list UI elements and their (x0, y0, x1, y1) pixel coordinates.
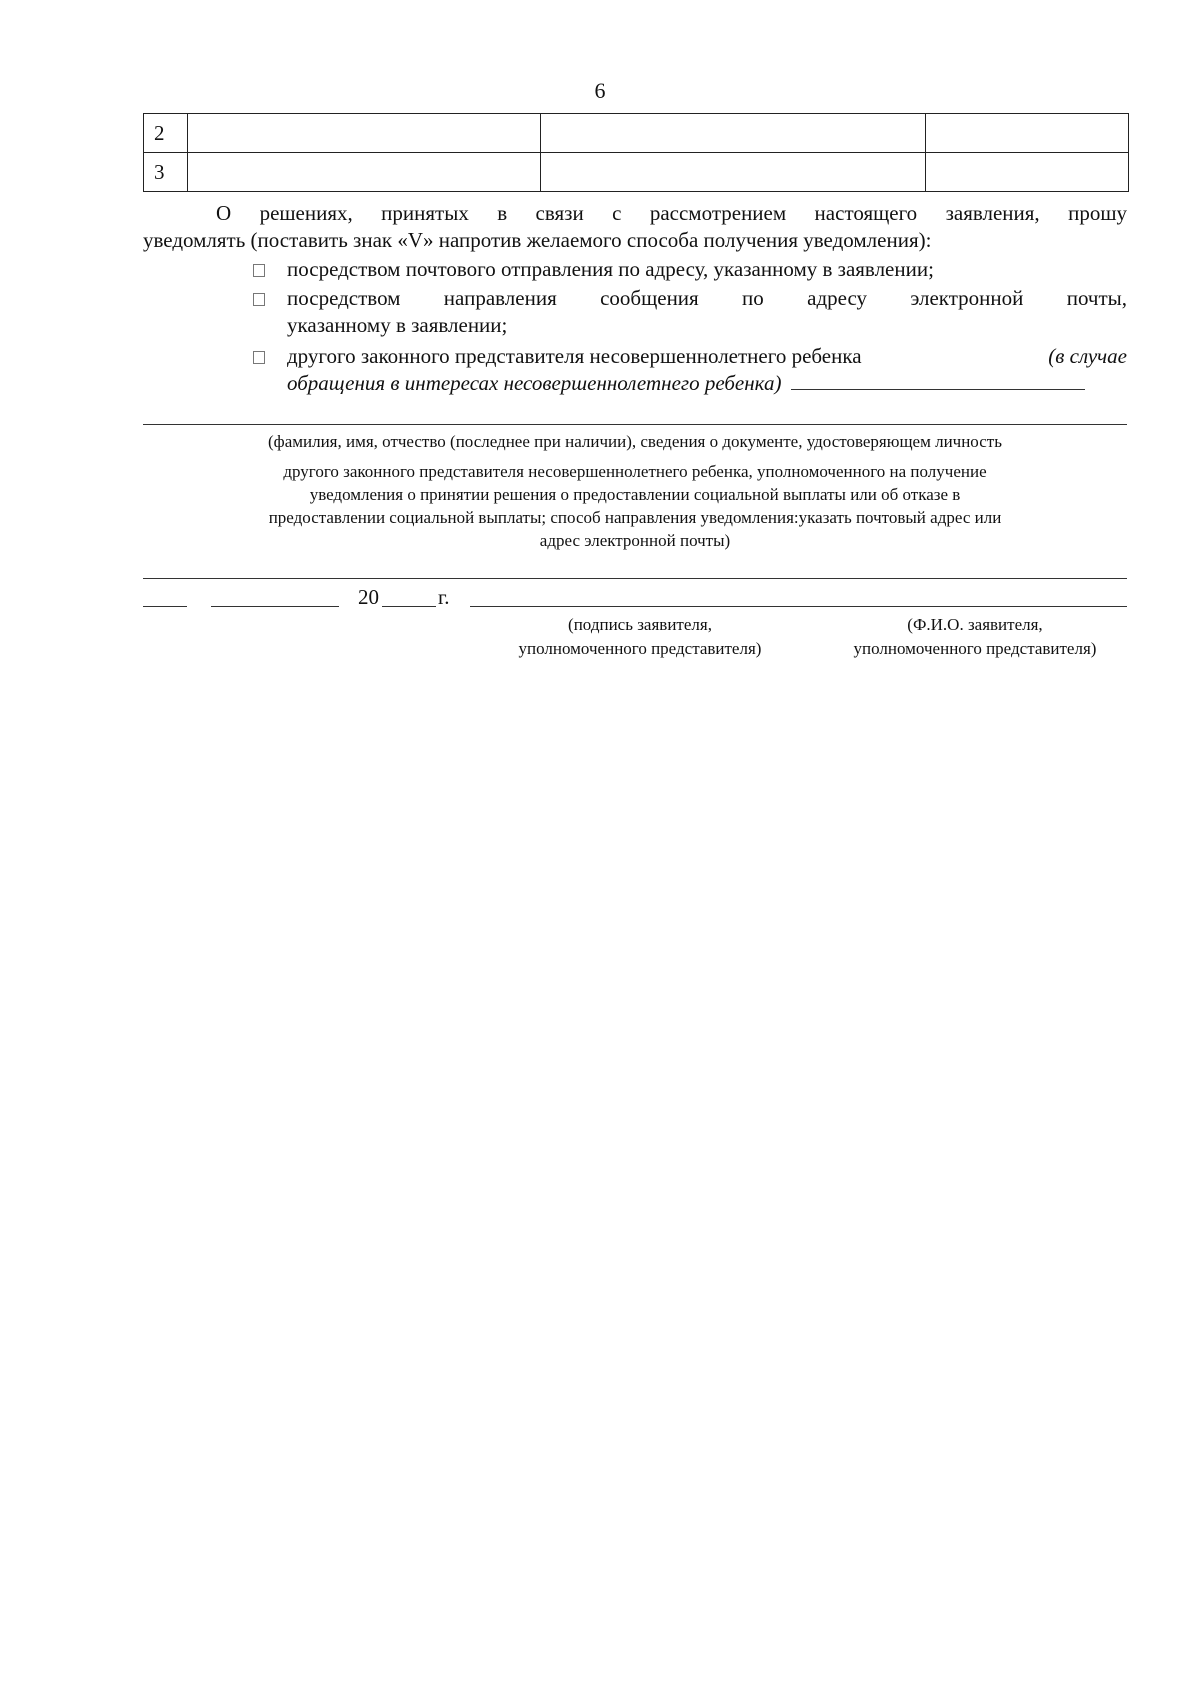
option-representative-note: (в случае (1048, 344, 1127, 368)
table-cell[interactable] (926, 114, 1129, 153)
row-number: 2 (144, 114, 188, 153)
caption-line-3: уведомления о принятии решения о предоставлении социальной выплаты или об отказе в (309, 485, 961, 504)
table-cell[interactable] (541, 153, 926, 192)
caption-bottom-line (143, 578, 1127, 579)
intro-line-1: О решениях, принятых в связи с рассмотрением настоящего заявления, прошу (216, 201, 1127, 225)
page-number: 6 (594, 78, 606, 103)
email-checkbox[interactable] (253, 293, 265, 306)
table-cell[interactable] (188, 114, 541, 153)
applicants-table (143, 113, 1129, 192)
caption-line-2: другого законного представителя несовершеннолетнего ребенка, уполномоченного на получение (283, 462, 987, 481)
option-email-label-1: посредством направления сообщения по адресу электронной почты, (287, 286, 1127, 310)
signature-caption-2: уполномоченного представителя) (518, 639, 762, 658)
signature-caption-1: (подпись заявителя, (568, 615, 712, 634)
option-representative-text: другого законного представителя несовершеннолетнего ребенка (287, 344, 862, 368)
fio-caption-2: уполномоченного представителя) (853, 639, 1097, 658)
caption-line-5: адрес электронной почты) (539, 531, 731, 550)
date-month-line[interactable] (211, 606, 339, 607)
fio-caption-1: (Ф.И.О. заявителя, (907, 615, 1043, 634)
representative-details-line[interactable] (143, 424, 1127, 425)
option-representative-label-2 (287, 370, 1127, 397)
table-cell[interactable] (541, 114, 926, 153)
option-representative-label-1 (287, 343, 1127, 370)
representative-checkbox[interactable] (253, 351, 265, 364)
signature-line[interactable] (470, 606, 1127, 607)
intro-line-2: уведомлять (поставить знак «V» напротив желаемого способа получения уведомления): (143, 228, 932, 252)
year-suffix: г. (438, 585, 450, 609)
table-cell[interactable] (926, 153, 1129, 192)
date-day-line[interactable] (143, 606, 187, 607)
option-representative-note-2: обращения в интересах несовершеннолетнего ребенка) (287, 371, 782, 395)
option-email-label-2: указанному в заявлении; (287, 313, 508, 337)
table-row (144, 153, 1129, 192)
year-prefix: 20 (358, 585, 379, 609)
caption-line-4: предоставлении социальной выплаты; способ направления уведомления:указать почтовый адрес или (268, 508, 1002, 527)
table-cell[interactable] (188, 153, 541, 192)
caption-line-1: (фамилия, имя, отчество (последнее при наличии), сведения о документе, удостоверяющем личность (268, 432, 1002, 451)
date-year-line[interactable] (382, 606, 436, 607)
table-row (144, 114, 1129, 153)
postal-checkbox[interactable] (253, 264, 265, 277)
option-postal-label: посредством почтового отправления по адресу, указанному в заявлении; (287, 257, 934, 281)
row-number: 3 (144, 153, 188, 192)
representative-input-line[interactable] (791, 371, 1085, 390)
